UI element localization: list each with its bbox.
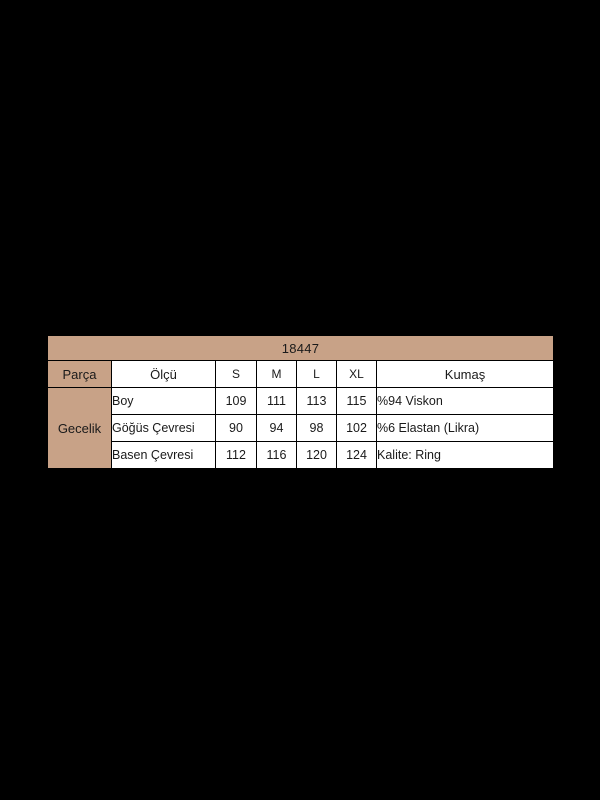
measure-label: Boy [112,388,216,415]
table-row [48,442,554,469]
product-code: 18447 [48,336,554,361]
measure-value-l: 98 [297,415,337,442]
table-title-row [48,336,554,361]
measure-value-xl: 115 [337,388,377,415]
fabric-line: %6 Elastan (Likra) [377,415,554,442]
fabric-line: Kalite: Ring [377,442,554,469]
measure-value-s: 112 [216,442,257,469]
measure-value-l: 113 [297,388,337,415]
measure-value-m: 116 [257,442,297,469]
measure-value-m: 111 [257,388,297,415]
size-table [47,335,554,469]
header-size-xl: XL [337,361,377,388]
header-size-s: S [216,361,257,388]
measure-label: Basen Çevresi [112,442,216,469]
measure-value-s: 109 [216,388,257,415]
header-fabric: Kumaş [377,361,554,388]
measure-value-xl: 124 [337,442,377,469]
table-row [48,415,554,442]
part-name: Gecelik [48,388,112,469]
header-measure: Ölçü [112,361,216,388]
header-size-m: M [257,361,297,388]
table-row [48,388,554,415]
measure-label: Göğüs Çevresi [112,415,216,442]
measure-value-l: 120 [297,442,337,469]
header-part: Parça [48,361,112,388]
measure-value-s: 90 [216,415,257,442]
measure-value-m: 94 [257,415,297,442]
fabric-line: %94 Viskon [377,388,554,415]
size-chart [45,333,555,471]
table-header-row [48,361,554,388]
header-size-l: L [297,361,337,388]
measure-value-xl: 102 [337,415,377,442]
